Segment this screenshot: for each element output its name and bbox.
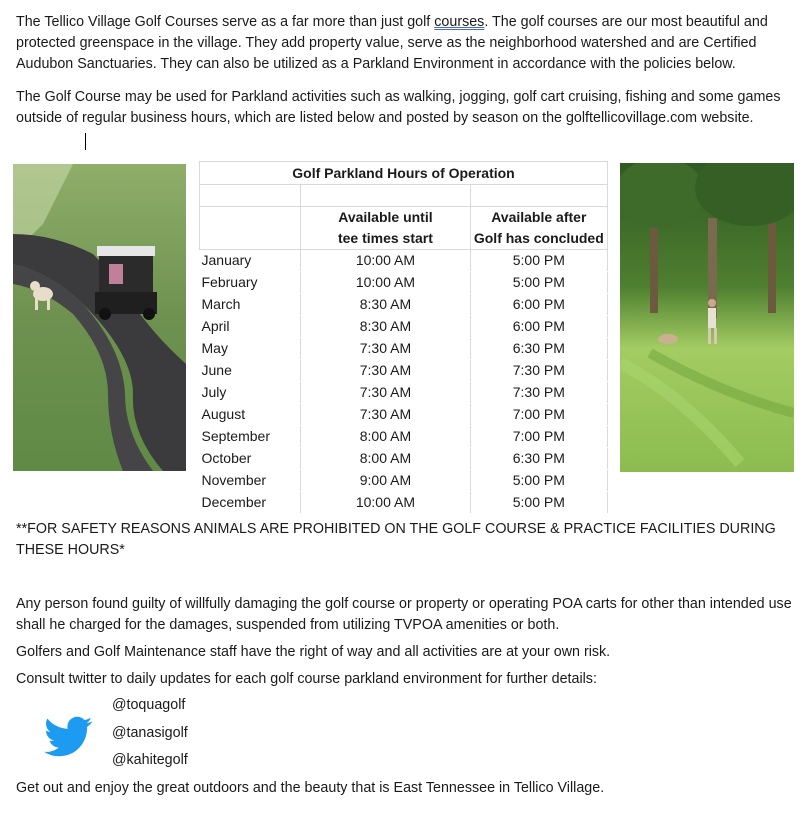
table-row xyxy=(200,272,608,294)
after-time-cell: 6:30 PM xyxy=(470,338,607,360)
parkland-hours-table xyxy=(199,161,608,514)
month-cell: January xyxy=(200,250,301,272)
closing-paragraph: Get out and enjoy the great outdoors and the beauty that is East Tennessee in Tellico Village. xyxy=(16,780,605,796)
table-title: Golf Parkland Hours of Operation xyxy=(200,162,608,185)
month-cell: November xyxy=(200,470,301,492)
table-header-blank xyxy=(200,228,301,250)
until-time-cell: 7:30 AM xyxy=(301,382,470,404)
animal-safety-warning: **FOR SAFETY REASONS ANIMALS ARE PROHIBITED ON THE GOLF COURSE & PRACTICE FACILITIES DURING THESE HOURS* xyxy=(16,521,776,558)
header-until-line1: Available until xyxy=(301,207,470,229)
header-until-line2: tee times start xyxy=(301,228,470,250)
table-row xyxy=(200,492,608,514)
after-time-cell: 6:00 PM xyxy=(470,294,607,316)
until-time-cell: 10:00 AM xyxy=(301,492,470,514)
table-row xyxy=(200,426,608,448)
intro-underlined-word: courses xyxy=(434,14,485,30)
after-time-cell: 7:00 PM xyxy=(470,404,607,426)
after-time-cell: 7:30 PM xyxy=(470,360,607,382)
intro-text-start: The Tellico Village Golf Courses serve as a far more than just golf xyxy=(16,14,435,30)
damage-policy-paragraph: Any person found guilty of willfully damaging the golf course or property or operating POA carts for other than intended use shall he charged for the damages, suspended from utilizing TVPOA amenities or both. xyxy=(16,596,792,633)
header-after-line2: Golf has concluded xyxy=(470,228,607,250)
right-of-way-paragraph: Golfers and Golf Maintenance staff have the right of way and all activities are at your own risk. xyxy=(16,644,611,660)
twitter-handle-toqua[interactable]: @toquagolf xyxy=(112,697,186,713)
twitter-bird-icon xyxy=(44,716,93,758)
after-time-cell: 5:00 PM xyxy=(470,272,607,294)
after-time-cell: 7:30 PM xyxy=(470,382,607,404)
header-after-line1: Available after xyxy=(470,207,607,229)
text-cursor xyxy=(85,133,86,150)
golf-cart-photo xyxy=(13,164,186,471)
until-time-cell: 9:00 AM xyxy=(301,470,470,492)
table-header-blank xyxy=(200,207,301,229)
after-time-cell: 5:00 PM xyxy=(470,470,607,492)
table-blank-cell xyxy=(200,185,301,207)
golf-course-walker-photo xyxy=(620,163,794,472)
twitter-updates-paragraph: Consult twitter to daily updates for each golf course parkland environment for further details: xyxy=(16,671,597,687)
twitter-handle-tanasi[interactable]: @tanasigolf xyxy=(112,725,188,741)
intro-text-end: . The golf courses are our most beautiful and protected greenspace in the village. They add property value, serve as the neighborhood watershed and are Certified Audubon Sanctuaries. They can also be utilized as a Parkland Environment in accordance with the policies below. xyxy=(16,14,768,72)
table-row xyxy=(200,294,608,316)
until-time-cell: 10:00 AM xyxy=(301,250,470,272)
after-time-cell: 5:00 PM xyxy=(470,492,607,514)
until-time-cell: 10:00 AM xyxy=(301,272,470,294)
table-row xyxy=(200,360,608,382)
month-cell: May xyxy=(200,338,301,360)
month-cell: July xyxy=(200,382,301,404)
table-row xyxy=(200,250,608,272)
table-row xyxy=(200,448,608,470)
table-row xyxy=(200,338,608,360)
after-time-cell: 7:00 PM xyxy=(470,426,607,448)
until-time-cell: 8:00 AM xyxy=(301,448,470,470)
month-cell: March xyxy=(200,294,301,316)
until-time-cell: 7:30 AM xyxy=(301,360,470,382)
month-cell: September xyxy=(200,426,301,448)
after-time-cell: 6:00 PM xyxy=(470,316,607,338)
until-time-cell: 8:30 AM xyxy=(301,316,470,338)
table-row xyxy=(200,404,608,426)
intro-paragraph-2: The Golf Course may be used for Parkland activities such as walking, jogging, golf cart cruising, fishing and some games outside of regular business hours, which are listed below and posted by season on the golftellicovillage.com website. xyxy=(16,89,781,126)
until-time-cell: 8:30 AM xyxy=(301,294,470,316)
after-time-cell: 5:00 PM xyxy=(470,250,607,272)
month-cell: December xyxy=(200,492,301,514)
intro-paragraph-1 xyxy=(16,12,796,75)
twitter-handle-kahite[interactable]: @kahitegolf xyxy=(112,752,188,768)
month-cell: June xyxy=(200,360,301,382)
table-row xyxy=(200,382,608,404)
month-cell: February xyxy=(200,272,301,294)
month-cell: October xyxy=(200,448,301,470)
until-time-cell: 7:30 AM xyxy=(301,338,470,360)
until-time-cell: 8:00 AM xyxy=(301,426,470,448)
table-blank-cell xyxy=(470,185,607,207)
month-cell: April xyxy=(200,316,301,338)
table-row xyxy=(200,316,608,338)
month-cell: August xyxy=(200,404,301,426)
table-blank-cell xyxy=(301,185,470,207)
until-time-cell: 7:30 AM xyxy=(301,404,470,426)
after-time-cell: 6:30 PM xyxy=(470,448,607,470)
table-row xyxy=(200,470,608,492)
